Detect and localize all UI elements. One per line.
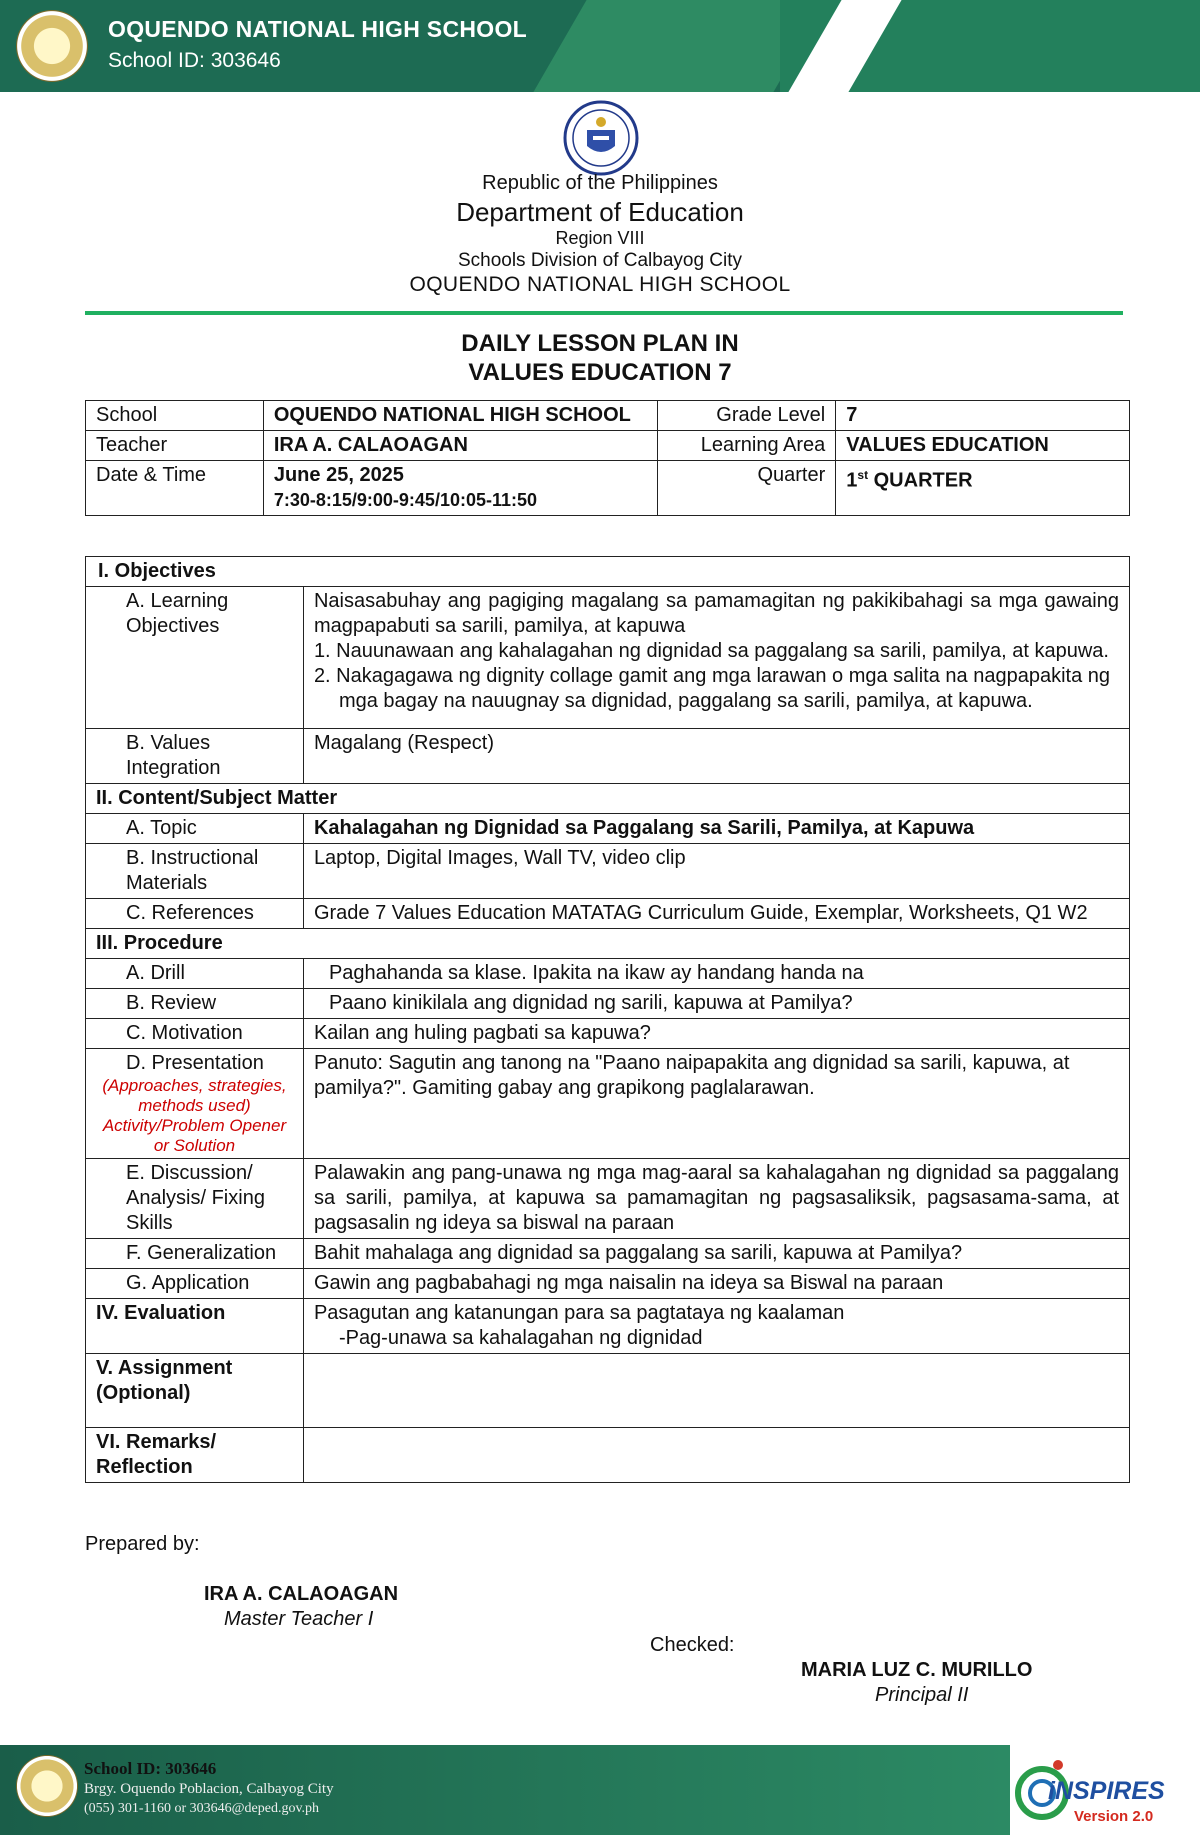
banner-school-name: OQUENDO NATIONAL HIGH SCHOOL <box>108 16 527 42</box>
area-label: Learning Area <box>658 431 836 461</box>
footer-contact: (055) 301-1160 or 303646@deped.gov.ph <box>84 1801 320 1816</box>
application-value: Gawin ang pagbabahagi ng mga naisalin na ideya sa Biswal na paraan <box>303 1269 1129 1299</box>
checker-name: MARIA LUZ C. MURILLO <box>801 1659 1033 1681</box>
motivation-label: C. Motivation <box>86 1019 304 1049</box>
objectives-intro: Naisasabuhay ang pagiging magalang sa pamamagitan ng pakikibahagi sa mga gawaing magpapabuti sa sarili, pamilya, at kapuwa <box>313 590 1119 637</box>
presentation-note-2: Activity/Problem Opener or Solution <box>102 1116 287 1155</box>
objective-1: 1. Nauunawaan ang kahalagahan ng dignidad sa paggalang sa sarili, pamilya, at kapuwa. <box>313 640 1109 662</box>
date-value: June 25, 2025 <box>273 464 404 486</box>
grade-value: 7 <box>836 401 1130 431</box>
review-value: Paano kinikilala ang dignidad ng sarili, kapuwa at Pamilya? <box>303 989 1129 1019</box>
header-republic: Republic of the Philippines <box>482 172 718 194</box>
values-integration-value: Magalang (Respect) <box>303 729 1129 784</box>
materials-label: B. Instructional Materials <box>86 844 304 899</box>
header-school: OQUENDO NATIONAL HIGH SCHOOL <box>409 273 791 296</box>
prepared-label: Prepared by: <box>85 1533 200 1555</box>
header-divider <box>85 311 1123 315</box>
time-value: 7:30-8:15/9:00-9:45/10:05-11:50 <box>273 490 538 510</box>
motivation-value: Kailan ang huling pagbati sa kapuwa? <box>303 1019 1129 1049</box>
info-table <box>85 400 1130 516</box>
footer-address: Brgy. Oquendo Poblacion, Calbayog City <box>84 1781 334 1797</box>
discussion-value: Palawakin ang pang-unawa ng mga mag-aaral sa kahalagahan ng dignidad sa paggalang sa sarili, pamilya, at kapuwa sa pamamagitan ng pagsasaliksik, pagsasama-sama, at pagsasalin ng ideya sa biswal na paraan <box>303 1159 1129 1239</box>
assignment-value <box>303 1354 1129 1428</box>
header-department: Department of Education <box>456 197 744 227</box>
section-assignment: V. Assignment (Optional) <box>86 1354 304 1428</box>
inspires-version: Version 2.0 <box>1074 1808 1154 1825</box>
presentation-label-cell <box>86 1049 304 1159</box>
checked-label: Checked: <box>650 1634 735 1656</box>
quarter-label: Quarter <box>658 461 836 516</box>
area-value: VALUES EDUCATION <box>836 431 1130 461</box>
quarter-cell <box>836 461 1130 516</box>
references-value: Grade 7 Values Education MATATAG Curriculum Guide, Exemplar, Worksheets, Q1 W2 <box>303 899 1129 929</box>
presentation-note-1: (Approaches, strategies, methods used) <box>102 1076 287 1115</box>
remarks-value <box>303 1428 1129 1483</box>
quarter-number: 1 <box>846 469 858 492</box>
values-integration-label: B. Values Integration <box>86 729 304 784</box>
header-region: Region VIII <box>555 228 645 248</box>
evaluation-line-1: Pasagutan ang katanungan para sa pagtataya ng kaalaman <box>313 1302 845 1324</box>
lesson-plan-table <box>85 556 1130 1483</box>
evaluation-line-2: -Pag-unawa sa kahalagahan ng dignidad <box>338 1327 703 1349</box>
drill-label: A. Drill <box>86 959 304 989</box>
section-objectives: I. Objectives <box>86 557 1130 587</box>
application-label: G. Application <box>86 1269 304 1299</box>
evaluation-cell <box>303 1299 1129 1354</box>
quarter-value: QUARTER <box>873 469 973 492</box>
inspires-logo-text: iNSPIRES <box>1048 1777 1165 1805</box>
topic-value: Kahalagahan ng Dignidad sa Paggalang sa Sarili, Pamilya, at Kapuwa <box>303 814 1129 844</box>
school-seal-icon <box>16 10 88 82</box>
topic-label: A. Topic <box>86 814 304 844</box>
header-division: Schools Division of Calbayog City <box>457 250 743 271</box>
teacher-label: Teacher <box>86 431 264 461</box>
footer-school-id: School ID: 303646 <box>84 1759 217 1778</box>
review-label: B. Review <box>86 989 304 1019</box>
section-content: II. Content/Subject Matter <box>86 784 1130 814</box>
preparer-title: Master Teacher I <box>224 1608 374 1630</box>
presentation-value: Panuto: Sagutin ang tanong na "Paano naipapakita ang dignidad sa sarili, kapuwa, at pamilya?". Gamiting gabay ang grapikong paglalarawan. <box>303 1049 1129 1159</box>
banner-school-id: School ID: 303646 <box>108 49 281 72</box>
section-remarks: VI. Remarks/ Reflection <box>86 1428 304 1483</box>
grade-label: Grade Level <box>658 401 836 431</box>
section-evaluation: IV. Evaluation <box>86 1299 304 1354</box>
learning-objectives-label: A. Learning Objectives <box>86 587 304 729</box>
deped-seal-icon <box>563 100 639 176</box>
date-time-value <box>263 461 658 516</box>
school-value: OQUENDO NATIONAL HIGH SCHOOL <box>263 401 658 431</box>
date-label: Date & Time <box>86 461 264 516</box>
preparer-name: IRA A. CALAOAGAN <box>204 1583 399 1605</box>
drill-value: Paghahanda sa klase. Ipakita na ikaw ay handang handa na <box>303 959 1129 989</box>
objective-2: 2. Nakagagawa ng dignity collage gamit ang mga larawan o mga salita na nagpapakita ng mga bagay na nauugnay sa dignidad, paggalang sa sarili, pamilya, at kapuwa. <box>313 665 1111 712</box>
generalization-label: F. Generalization <box>86 1239 304 1269</box>
section-procedure: III. Procedure <box>86 929 1130 959</box>
school-label: School <box>86 401 264 431</box>
references-label: C. References <box>86 899 304 929</box>
teacher-value: IRA A. CALAOAGAN <box>263 431 658 461</box>
quarter-suffix: st <box>857 468 869 482</box>
learning-objectives-cell <box>303 587 1129 729</box>
top-banner <box>0 0 1200 92</box>
footer-banner <box>0 1745 1200 1835</box>
checker-title: Principal II <box>875 1684 969 1706</box>
footer-seal-icon <box>16 1755 78 1817</box>
materials-value: Laptop, Digital Images, Wall TV, video clip <box>303 844 1129 899</box>
generalization-value: Bahit mahalaga ang dignidad sa paggalang sa sarili, kapuwa at Pamilya? <box>303 1239 1129 1269</box>
discussion-label: E. Discussion/ Analysis/ Fixing Skills <box>86 1159 304 1239</box>
title-line-1: DAILY LESSON PLAN IN <box>461 330 739 357</box>
title-line-2: VALUES EDUCATION 7 <box>468 359 732 386</box>
presentation-label: D. Presentation <box>126 1052 264 1074</box>
